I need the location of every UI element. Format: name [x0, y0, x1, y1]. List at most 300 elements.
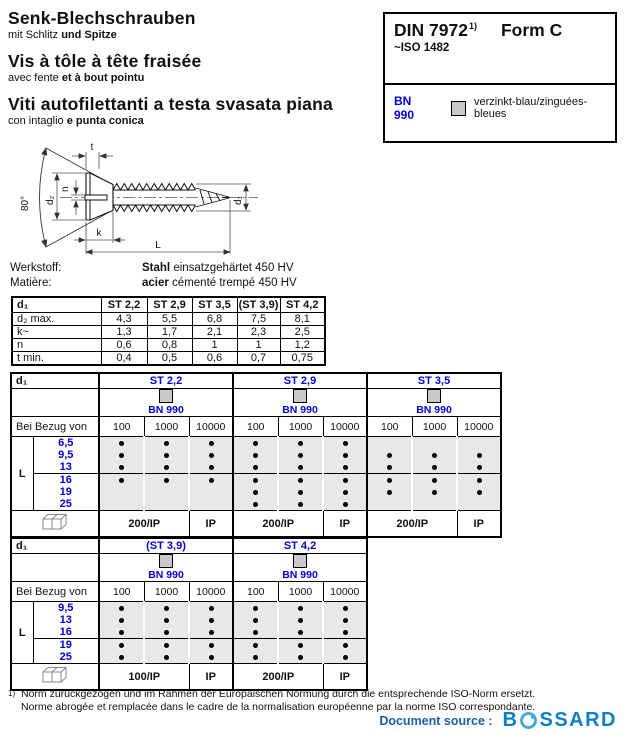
- dims-value-cell: 1,7: [147, 326, 192, 339]
- package-icon-cell: [11, 511, 99, 538]
- d1-label: d₁: [233, 196, 244, 205]
- subtitle-italian: [8, 115, 333, 128]
- footer-pack-cell: IP: [323, 511, 367, 538]
- availability-dot: [298, 630, 303, 635]
- dims-value-cell: 5,5: [147, 313, 192, 326]
- length-value: 16: [33, 474, 99, 487]
- availability-cell: [367, 449, 412, 461]
- avail-bezug-label: Bei Bezug von: [11, 417, 99, 437]
- subtitle-german-bold: und Spitze: [61, 29, 117, 41]
- dims-row: [12, 339, 325, 352]
- availability-cell: [323, 651, 367, 664]
- availability-dot: [209, 478, 214, 483]
- availability-cell: [233, 437, 278, 450]
- availability-cell: [99, 486, 144, 498]
- material-value-de-rest: einsatzgehärtet 450 HV: [170, 262, 294, 274]
- footer-pack-cell: IP: [189, 664, 233, 691]
- dims-value-cell: 0,75: [280, 352, 325, 366]
- iso-reference: ~ISO 1482: [394, 42, 450, 54]
- availability-cell: [233, 602, 278, 615]
- availability-cell: [278, 461, 323, 474]
- availability-dot: [298, 441, 303, 446]
- availability-cell: [412, 449, 457, 461]
- length-value: 9,5: [33, 602, 99, 615]
- availability-cell: [278, 626, 323, 639]
- dims-value-cell: 7,5: [237, 313, 280, 326]
- availability-dot: [253, 630, 258, 635]
- avail-empty-cell: [11, 554, 99, 582]
- availability-dot: [164, 441, 169, 446]
- dims-value-cell: 1,3: [101, 326, 147, 339]
- avail-empty-cell: [11, 389, 99, 417]
- availability-row: [11, 602, 367, 615]
- dims-value-cell: 6,8: [192, 313, 237, 326]
- avail-bn-cell: [233, 389, 367, 417]
- material-label-de: Werkstoff:: [10, 262, 62, 274]
- availability-dot: [343, 490, 348, 495]
- availability-dot: [343, 502, 348, 507]
- dims-value-cell: 2,5: [280, 326, 325, 339]
- availability-dot: [298, 655, 303, 660]
- pack-size-header: 1000: [144, 582, 189, 602]
- availability-cell: [367, 437, 412, 450]
- pack-size-header: 10000: [457, 417, 501, 437]
- availability-cell: [99, 461, 144, 474]
- availability-cell: [412, 474, 457, 487]
- subtitle-french-bold: et à bout pointu: [61, 72, 145, 84]
- availability-cell: [278, 651, 323, 664]
- dims-row-label: n: [12, 339, 101, 352]
- material-value-de: [142, 261, 294, 276]
- dims-row-label: d₂ max.: [12, 313, 101, 326]
- availability-dot: [209, 630, 214, 635]
- availability-cell: [323, 437, 367, 450]
- material-value-de-bold: Stahl: [142, 262, 171, 274]
- avail-header-row: [11, 373, 501, 389]
- availability-cell: [99, 474, 144, 487]
- availability-dot: [209, 655, 214, 660]
- dims-header-cell: ST 2,2: [101, 297, 147, 313]
- availability-cell: [457, 486, 501, 498]
- k-label: k: [96, 228, 102, 239]
- availability-dot: [298, 643, 303, 648]
- pack-size-header: 10000: [323, 582, 367, 602]
- availability-dot: [253, 441, 258, 446]
- availability-dot: [432, 465, 437, 470]
- availability-dot: [209, 618, 214, 623]
- dims-value-cell: 1: [237, 339, 280, 352]
- availability-cell: [144, 461, 189, 474]
- availability-dot: [298, 606, 303, 611]
- availability-cell: [144, 474, 189, 487]
- finish-swatch: [159, 554, 173, 568]
- availability-cell: [189, 651, 233, 664]
- availability-cell: [189, 626, 233, 639]
- dims-row-label: t min.: [12, 352, 101, 366]
- availability-cell: [233, 651, 278, 664]
- availability-dot: [343, 441, 348, 446]
- pack-size-header: 1000: [278, 582, 323, 602]
- avail-size-header: ST 3,5: [367, 373, 501, 389]
- dims-value-cell: 0,6: [101, 339, 147, 352]
- availability-cell: [323, 486, 367, 498]
- subtitle-german-regular: mit Schlitz: [8, 29, 62, 41]
- dims-value-cell: 1: [192, 339, 237, 352]
- availability-dot: [298, 502, 303, 507]
- dims-value-cell: 0,4: [101, 352, 147, 366]
- avail-bezug-row: [11, 582, 367, 602]
- availability-dot: [119, 655, 124, 660]
- availability-cell: [233, 474, 278, 487]
- finish-swatch: [427, 389, 441, 403]
- availability-cell: [457, 437, 501, 450]
- availability-dot: [343, 606, 348, 611]
- availability-dot: [298, 453, 303, 458]
- pack-size-header: 100: [99, 582, 144, 602]
- finish-description: verzinkt-blau/zinguées-bleues: [474, 96, 588, 120]
- availability-row: [11, 486, 501, 498]
- availability-cell: [99, 449, 144, 461]
- availability-dot: [387, 478, 392, 483]
- availability-dot: [387, 490, 392, 495]
- length-value: 16: [33, 626, 99, 639]
- pack-size-header: 1000: [278, 417, 323, 437]
- availability-dot: [164, 453, 169, 458]
- avail-bezug-label: Bei Bezug von: [11, 582, 99, 602]
- dims-value-cell: 2,3: [237, 326, 280, 339]
- dims-row: [12, 352, 325, 366]
- avail-header-row: [11, 538, 367, 554]
- availability-dot: [119, 465, 124, 470]
- dims-value-cell: 0,8: [147, 339, 192, 352]
- availability-cell: [412, 498, 457, 511]
- availability-cell: [99, 614, 144, 626]
- availability-cell: [144, 449, 189, 461]
- availability-cell: [233, 461, 278, 474]
- availability-dot: [432, 490, 437, 495]
- availability-dot: [119, 441, 124, 446]
- standard-box: [383, 12, 617, 143]
- availability-dot: [119, 630, 124, 635]
- availability-dot: [164, 606, 169, 611]
- availability-row: [11, 614, 367, 626]
- availability-row: [11, 498, 501, 511]
- bn-number: BN 990: [394, 94, 415, 122]
- avail-bn-cell: [367, 389, 501, 417]
- pack-size-header: 1000: [412, 417, 457, 437]
- dims-row: [12, 326, 325, 339]
- avail-footer-row: [11, 511, 501, 538]
- availability-cell: [189, 474, 233, 487]
- availability-dot: [119, 618, 124, 623]
- availability-cell: [144, 437, 189, 450]
- footer-pack-cell: 100/IP: [99, 664, 189, 691]
- availability-cell: [233, 498, 278, 511]
- availability-cell: [412, 461, 457, 474]
- availability-cell: [367, 461, 412, 474]
- footnote-line-fr: Norme abrogée et remplacée dans le cadre de la normalisation européenne par la norme ISO correspondante.: [21, 700, 536, 713]
- bossard-logo: [503, 709, 617, 732]
- availability-dot: [164, 630, 169, 635]
- availability-dot: [119, 606, 124, 611]
- bn-number: BN 990: [282, 569, 318, 581]
- avail-d1-label: d₁: [11, 538, 99, 554]
- length-value: 19: [33, 486, 99, 498]
- material-value-fr-bold: acier: [142, 277, 169, 289]
- availability-cell: [323, 461, 367, 474]
- availability-cell: [278, 639, 323, 652]
- availability-dot: [164, 465, 169, 470]
- availability-row: [11, 626, 367, 639]
- availability-cell: [323, 626, 367, 639]
- availability-cell: [144, 626, 189, 639]
- availability-dot: [477, 490, 482, 495]
- finish-swatch: [159, 389, 173, 403]
- dims-value-cell: 4,3: [101, 313, 147, 326]
- bn-number: BN 990: [282, 404, 318, 416]
- avail-d1-label: d₁: [11, 373, 99, 389]
- availability-dot: [253, 618, 258, 623]
- availability-dot: [164, 643, 169, 648]
- availability-cell: [99, 602, 144, 615]
- availability-cell: [189, 639, 233, 652]
- availability-dot: [298, 465, 303, 470]
- bn-number: BN 990: [416, 404, 452, 416]
- dims-value-cell: 0,7: [237, 352, 280, 366]
- dims-row-label: k~: [12, 326, 101, 339]
- availability-cell: [233, 639, 278, 652]
- subtitle-italian-regular: con intaglio: [8, 115, 67, 127]
- bn-number: BN 990: [148, 404, 184, 416]
- title-german: Senk-Blechschrauben: [8, 8, 196, 28]
- package-icon: [40, 665, 70, 685]
- subtitle-french: [8, 72, 333, 85]
- dims-row: [12, 313, 325, 326]
- availability-row: [11, 474, 501, 487]
- availability-dot: [119, 643, 124, 648]
- availability-dot: [209, 606, 214, 611]
- footnote-line-de: Norm zurückgezogen und im Rahmen der Europäischen Normung durch die entsprechende ISO-Norm ersetzt.: [21, 688, 536, 700]
- brand-suffix: SSARD: [539, 709, 617, 731]
- dims-header-row: [12, 297, 325, 313]
- availability-cell: [233, 449, 278, 461]
- availability-cell: [144, 602, 189, 615]
- footer-pack-cell: 200/IP: [99, 511, 189, 538]
- bossard-o-icon: [520, 712, 537, 729]
- footer-pack-cell: 200/IP: [233, 511, 323, 538]
- availability-cell: [99, 639, 144, 652]
- avail-size-header: ST 4,2: [233, 538, 367, 554]
- pack-size-header: 100: [233, 417, 278, 437]
- availability-cell: [278, 602, 323, 615]
- availability-dot: [253, 490, 258, 495]
- title-block: [8, 8, 333, 137]
- availability-dot: [343, 453, 348, 458]
- availability-cell: [367, 498, 412, 511]
- availability-dot: [298, 618, 303, 623]
- pack-size-header: 10000: [323, 417, 367, 437]
- finish-swatch: [451, 101, 466, 116]
- subtitle-french-regular: avec fente: [8, 72, 62, 84]
- pack-size-header: 10000: [189, 417, 233, 437]
- din-number: DIN 7972: [394, 20, 468, 40]
- availability-cell: [278, 486, 323, 498]
- availability-cell: [144, 651, 189, 664]
- availability-row: [11, 437, 501, 450]
- avail-bn-row: [11, 389, 501, 417]
- material-label-fr: Matière:: [10, 277, 52, 289]
- availability-cell: [367, 474, 412, 487]
- package-icon: [40, 512, 70, 532]
- availability-dot: [343, 618, 348, 623]
- availability-dot: [209, 465, 214, 470]
- avail-footer-row: [11, 664, 367, 691]
- availability-dot: [343, 465, 348, 470]
- material-value-fr-rest: cémenté trempé 450 HV: [168, 277, 297, 289]
- availability-cell: [457, 461, 501, 474]
- availability-row: [11, 639, 367, 652]
- availability-cell: [233, 626, 278, 639]
- material-row-de: [10, 261, 297, 276]
- angle-label: 80°: [20, 195, 31, 211]
- availability-dot: [343, 478, 348, 483]
- availability-row: [11, 461, 501, 474]
- availability-dot: [477, 453, 482, 458]
- availability-cell: [323, 449, 367, 461]
- availability-dot: [209, 453, 214, 458]
- slot: [85, 195, 107, 200]
- availability-cell: [233, 614, 278, 626]
- availability-dot: [209, 441, 214, 446]
- dims-value-cell: 0,6: [192, 352, 237, 366]
- length-value: 6,5: [33, 437, 99, 450]
- pack-size-header: 1000: [144, 417, 189, 437]
- finish-swatch: [293, 554, 307, 568]
- avail-bn-cell: [233, 554, 367, 582]
- avail-size-header: ST 2,9: [233, 373, 367, 389]
- footer-pack-cell: IP: [189, 511, 233, 538]
- length-axis-label: L: [18, 626, 26, 639]
- availability-cell: [189, 486, 233, 498]
- form-designation: Form C: [500, 20, 563, 40]
- availability-cell: [99, 626, 144, 639]
- availability-cell: [412, 486, 457, 498]
- length-value: 25: [33, 651, 99, 664]
- pack-size-header: 100: [367, 417, 412, 437]
- availability-cell: [457, 498, 501, 511]
- availability-cell: [99, 498, 144, 511]
- availability-cell: [278, 437, 323, 450]
- dims-value-cell: 8,1: [280, 313, 325, 326]
- length-value: 13: [33, 614, 99, 626]
- availability-dot: [253, 502, 258, 507]
- avail-size-header: (ST 3,9): [99, 538, 233, 554]
- footer-pack-cell: 200/IP: [233, 664, 323, 691]
- material-row-fr: [10, 276, 297, 291]
- availability-cell: [189, 602, 233, 615]
- avail-bn-cell: [99, 554, 233, 582]
- availability-dot: [164, 655, 169, 660]
- availability-dot: [253, 453, 258, 458]
- L-label: L: [155, 240, 161, 251]
- availability-dot: [387, 465, 392, 470]
- material-value-fr: [142, 276, 297, 291]
- availability-row: [11, 449, 501, 461]
- footnote-ref: 1): [468, 21, 477, 31]
- availability-cell: [278, 449, 323, 461]
- availability-cell: [189, 449, 233, 461]
- availability-dot: [253, 478, 258, 483]
- n-label: n: [60, 186, 71, 192]
- availability-dot: [432, 453, 437, 458]
- pack-size-header: 100: [233, 582, 278, 602]
- footer-pack-cell: IP: [323, 664, 367, 691]
- availability-dot: [477, 478, 482, 483]
- availability-cell: [144, 614, 189, 626]
- availability-dot: [119, 478, 124, 483]
- screw-technical-drawing: [8, 140, 260, 260]
- availability-cell: [189, 461, 233, 474]
- availability-dot: [253, 643, 258, 648]
- t-extension: [86, 152, 99, 169]
- standard-number: [394, 20, 615, 41]
- availability-dot: [477, 465, 482, 470]
- availability-cell: [189, 437, 233, 450]
- dims-header-cell: d₁: [12, 297, 101, 313]
- availability-cell: [144, 498, 189, 511]
- package-icon-cell: [11, 664, 99, 691]
- avail-bn-cell: [99, 389, 233, 417]
- availability-cell: [323, 614, 367, 626]
- availability-cell: [144, 486, 189, 498]
- dims-header-cell: (ST 3,9): [238, 299, 279, 311]
- availability-cell: [323, 602, 367, 615]
- availability-cell: [278, 474, 323, 487]
- footnote-marker: 1): [8, 689, 16, 698]
- availability-dot: [432, 478, 437, 483]
- availability-cell: [367, 486, 412, 498]
- length-value: 19: [33, 639, 99, 652]
- availability-cell: [457, 474, 501, 487]
- avail-bezug-row: [11, 417, 501, 437]
- dims-value-cell: 0,5: [147, 352, 192, 366]
- availability-dot: [209, 643, 214, 648]
- availability-dot: [343, 630, 348, 635]
- dimensions-table: [11, 296, 326, 366]
- availability-dot: [119, 453, 124, 458]
- dims-value-cell: 1,2: [280, 339, 325, 352]
- availability-cell: [233, 486, 278, 498]
- availability-dot: [387, 453, 392, 458]
- availability-cell: [323, 498, 367, 511]
- footer-pack-cell: 200/IP: [367, 511, 457, 538]
- availability-table-1: [10, 372, 502, 538]
- availability-cell: [144, 639, 189, 652]
- availability-dot: [253, 465, 258, 470]
- footer-pack-cell: IP: [457, 511, 501, 538]
- material-block: [10, 261, 297, 291]
- availability-cell: [323, 639, 367, 652]
- availability-cell: [189, 498, 233, 511]
- bn-row: [385, 83, 615, 122]
- availability-cell: [189, 614, 233, 626]
- availability-cell: [278, 614, 323, 626]
- availability-cell: [278, 498, 323, 511]
- length-axis-label: L: [18, 467, 26, 480]
- availability-dot: [164, 478, 169, 483]
- availability-dot: [298, 490, 303, 495]
- availability-dot: [343, 655, 348, 660]
